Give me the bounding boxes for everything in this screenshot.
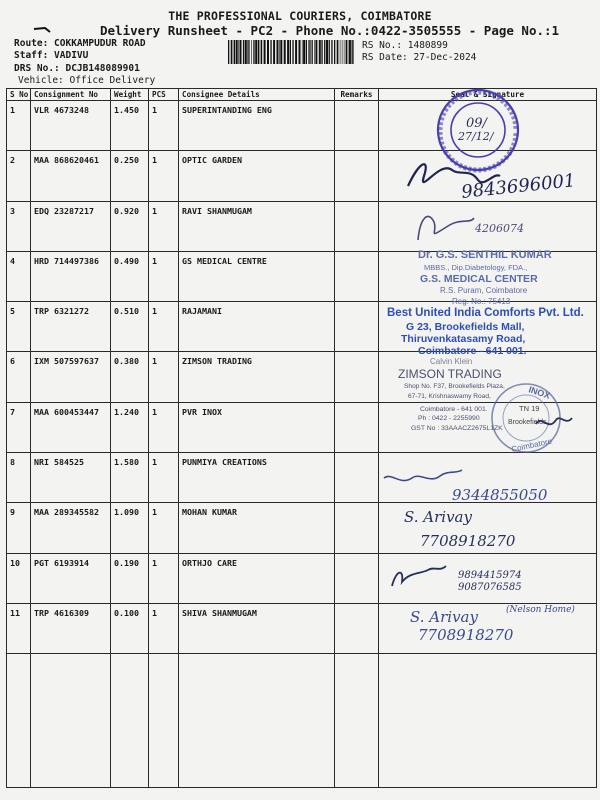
row-sno: 4	[7, 251, 31, 301]
gs-stamp-line4: R.S. Puram, Coimbatore	[440, 286, 528, 295]
inox-name: INOX	[527, 384, 552, 401]
empty-cell	[31, 654, 111, 788]
row-remarks	[335, 302, 379, 352]
row-consignment: VLR 4673248	[31, 101, 111, 151]
handwritten-phone-row8: 9344855050	[452, 486, 548, 504]
empty-cell	[379, 654, 597, 788]
barcode-bar	[341, 40, 342, 64]
row-consignee: ORTHJO CARE	[179, 553, 335, 603]
table-row	[7, 101, 597, 151]
barcode-bar	[314, 40, 315, 64]
row-seal-signature	[379, 553, 597, 603]
route-field: Route: COKKAMPUDUR ROAD	[14, 38, 146, 49]
handwritten-phone-row10-b: 9087076585	[458, 582, 522, 593]
barcode-bar	[295, 40, 297, 64]
col-seal-signature: Seal & Signature	[379, 89, 597, 101]
table-row	[7, 201, 597, 251]
barcode-bar	[284, 40, 286, 64]
barcode-bar	[292, 40, 293, 64]
barcode-bar	[303, 40, 305, 64]
row-remarks	[335, 101, 379, 151]
row-seal-signature	[379, 503, 597, 553]
barcode-bar	[315, 40, 317, 64]
row-remarks	[335, 503, 379, 553]
row-remarks	[335, 151, 379, 201]
row-consignee: SUPERINTANDING ENG	[179, 101, 335, 151]
row-remarks	[335, 402, 379, 452]
row-pcs: 1	[149, 352, 179, 402]
row-seal-signature	[379, 352, 597, 402]
row-remarks	[335, 352, 379, 402]
row-sno: 11	[7, 603, 31, 653]
handwritten-name-row11: S. Arivay	[410, 608, 478, 626]
barcode-bar	[290, 40, 291, 64]
empty-cell	[335, 654, 379, 788]
barcode-bar	[255, 40, 257, 64]
row-consignment: EDQ 23287217	[31, 201, 111, 251]
barcode-bar	[337, 40, 338, 64]
barcode-bar	[258, 40, 259, 64]
table-header-row	[7, 89, 597, 101]
gs-stamp-line5: Reg. No.: 75413	[452, 297, 511, 306]
barcode-bar	[346, 40, 347, 64]
table-row	[7, 603, 597, 653]
barcode-bar	[277, 40, 279, 64]
inox-city: Coimbatore	[510, 436, 553, 454]
rs-date: RS Date: 27-Dec-2024	[362, 52, 477, 63]
pen-mark	[33, 27, 51, 33]
barcode-bar	[331, 40, 332, 64]
handwritten-phone-row10-a: 9894415974	[458, 570, 522, 581]
handwritten-phone-row11: 7708918270	[418, 626, 514, 644]
empty-cell	[111, 654, 149, 788]
row-weight: 0.380	[111, 352, 149, 402]
row-seal-signature	[379, 453, 597, 503]
barcode-bar	[234, 40, 235, 64]
barcode-bar	[324, 40, 325, 64]
col-pcs: PCS	[149, 89, 179, 101]
zimson-line5: Ph : 0422 - 2255990	[418, 415, 480, 422]
row-consignment: MAA 289345582	[31, 503, 111, 553]
row-consignment: IXM 507597637	[31, 352, 111, 402]
barcode-bar	[329, 40, 330, 64]
barcode-bar	[321, 40, 322, 64]
row-weight: 0.490	[111, 251, 149, 301]
seal-date-bottom: 27/12/	[458, 130, 494, 143]
barcode-bar	[306, 40, 307, 64]
row-weight: 0.920	[111, 201, 149, 251]
handwritten-phone-row2: 9843696001	[460, 170, 577, 203]
best-united-line2: G 23, Brookefields Mall,	[406, 321, 525, 333]
barcode-bar	[308, 40, 309, 64]
row-pcs: 1	[149, 151, 179, 201]
gs-stamp-line2: MBBS., Dip.Diabetology, FDA.,	[424, 263, 528, 272]
barcode-bar	[260, 40, 261, 64]
table-row	[7, 553, 597, 603]
barcode-bar	[312, 40, 313, 64]
table-row	[7, 402, 597, 452]
row-seal-signature	[379, 151, 597, 201]
barcode	[228, 40, 356, 64]
row-consignee: PUNMIYA CREATIONS	[179, 453, 335, 503]
best-united-line3: Thiruvenkatasamy Road,	[401, 333, 526, 345]
row-remarks	[335, 201, 379, 251]
col-sno: S No	[7, 89, 31, 101]
drs-number: DRS No.: DCJB148089901	[14, 63, 140, 74]
row-weight: 1.580	[111, 453, 149, 503]
row-weight: 1.450	[111, 101, 149, 151]
row-pcs: 1	[149, 553, 179, 603]
zimson-line2: Shop No. F37, Brookefields Plaza,	[404, 383, 505, 390]
barcode-bar	[264, 40, 266, 64]
barcode-bar	[319, 40, 321, 64]
row-pcs: 1	[149, 603, 179, 653]
table-empty-space	[7, 654, 597, 788]
runsheet-title: Delivery Runsheet - PC2 - Phone No.:0422-3505555 - Page No.:1	[100, 23, 560, 38]
empty-cell	[7, 654, 31, 788]
barcode-bar	[243, 40, 244, 64]
row-consignee: SHIVA SHANMUGAM	[179, 603, 335, 653]
row-consignment: TRP 6321272	[31, 302, 111, 352]
row-weight: 1.090	[111, 503, 149, 553]
row-pcs: 1	[149, 251, 179, 301]
row-consignee: MOHAN KUMAR	[179, 503, 335, 553]
row-consignee: ZIMSON TRADING	[179, 352, 335, 402]
table-row	[7, 352, 597, 402]
row-seal-signature	[379, 201, 597, 251]
row-weight: 0.190	[111, 553, 149, 603]
row-sno: 10	[7, 553, 31, 603]
row-consignment: NRI 584525	[31, 453, 111, 503]
row-remarks	[335, 251, 379, 301]
zimson-line6: GST No : 33AAACZ2675L1ZK	[411, 425, 503, 432]
handwritten-note-row11: (Nelson Home)	[506, 605, 575, 615]
row-weight: 0.250	[111, 151, 149, 201]
row-consignment: HRD 714497386	[31, 251, 111, 301]
barcode-bar	[245, 40, 247, 64]
barcode-bar	[273, 40, 275, 64]
row-weight: 1.240	[111, 402, 149, 452]
row-sno: 5	[7, 302, 31, 352]
barcode-bar	[348, 40, 349, 64]
gs-stamp-line1: Dr. G.S. SENTHIL KUMAR	[418, 249, 552, 261]
table-row	[7, 251, 597, 301]
row-consignee: OPTIC GARDEN	[179, 151, 335, 201]
row-consignee: GS MEDICAL CENTRE	[179, 251, 335, 301]
row-pcs: 1	[149, 201, 179, 251]
barcode-bar	[334, 40, 335, 64]
row-seal-signature	[379, 603, 597, 653]
barcode-bar	[253, 40, 254, 64]
barcode-bar	[287, 40, 289, 64]
row-pcs: 1	[149, 453, 179, 503]
row-pcs: 1	[149, 503, 179, 553]
barcode-bar	[228, 40, 229, 64]
row-pcs: 1	[149, 302, 179, 352]
inox-location: Brookefields	[508, 419, 547, 426]
zimson-line0: Calvin Klein	[430, 357, 473, 366]
row-consignee: RAVI SHANMUGAM	[179, 201, 335, 251]
barcode-bar	[261, 40, 262, 64]
col-consignee: Consignee Details	[179, 89, 335, 101]
row-seal-signature	[379, 251, 597, 301]
barcode-bar	[249, 40, 250, 64]
row-sno: 8	[7, 453, 31, 503]
barcode-bar	[302, 40, 303, 64]
delivery-table	[6, 88, 597, 788]
barcode-bar	[267, 40, 269, 64]
barcode-bar	[326, 40, 328, 64]
rs-number: RS No.: 1480899	[362, 40, 448, 51]
row-consignment: PGT 6193914	[31, 553, 111, 603]
row-consignee: PVR INOX	[179, 402, 335, 452]
barcode-bar	[231, 40, 232, 64]
row-seal-signature	[379, 101, 597, 151]
row-remarks	[335, 553, 379, 603]
table-row	[7, 151, 597, 201]
inox-pin: TN 19	[519, 404, 540, 413]
col-remarks: Remarks	[335, 89, 379, 101]
seal-date-top: 09/	[466, 116, 487, 131]
barcode-bar	[233, 40, 234, 64]
barcode-bar	[345, 40, 346, 64]
gs-stamp-line3: G.S. MEDICAL CENTER	[420, 273, 538, 285]
staff-field: Staff: VADIVU	[14, 50, 89, 61]
row-remarks	[335, 453, 379, 503]
barcode-bar	[251, 40, 252, 64]
barcode-bar	[299, 40, 301, 64]
vehicle-field: Vehicle: Office Delivery	[18, 75, 156, 86]
row-sno: 3	[7, 201, 31, 251]
barcode-bar	[343, 40, 344, 64]
handwritten-note-row3: 4206074	[475, 222, 524, 235]
empty-cell	[149, 654, 179, 788]
col-consignment: Consignment No	[31, 89, 111, 101]
row-pcs: 1	[149, 101, 179, 151]
handwritten-name-row9: S. Arivay	[404, 508, 472, 526]
row-weight: 0.510	[111, 302, 149, 352]
table-row	[7, 453, 597, 503]
row-sno: 9	[7, 503, 31, 553]
row-consignment: MAA 600453447	[31, 402, 111, 452]
row-seal-signature	[379, 402, 597, 452]
barcode-bar	[240, 40, 242, 64]
row-weight: 0.100	[111, 603, 149, 653]
row-sno: 7	[7, 402, 31, 452]
barcode-bar	[310, 40, 311, 64]
table-row	[7, 302, 597, 352]
barcode-bar	[280, 40, 282, 64]
empty-cell	[179, 654, 335, 788]
row-consignment: TRP 4616309	[31, 603, 111, 653]
row-pcs: 1	[149, 402, 179, 452]
handwritten-phone-row9: 7708918270	[420, 532, 516, 550]
row-remarks	[335, 603, 379, 653]
barcode-bar	[247, 40, 248, 64]
barcode-bar	[236, 40, 238, 64]
barcode-bar	[353, 40, 354, 64]
best-united-line4: Coimbatore - 641 001.	[418, 345, 527, 357]
barcode-bar	[352, 40, 353, 64]
barcode-bar	[279, 40, 280, 64]
barcode-bar	[339, 40, 340, 64]
best-united-line1: Best United India Comforts Pvt. Ltd.	[387, 307, 584, 319]
zimson-line3: 67-71, Krishnaswamy Road,	[408, 393, 491, 400]
zimson-line1: ZIMSON TRADING	[398, 367, 502, 381]
barcode-bar	[238, 40, 239, 64]
company-name: THE PROFESSIONAL COURIERS, COIMBATORE	[168, 9, 432, 23]
barcode-bar	[349, 40, 351, 64]
row-consignment: MAA 868620461	[31, 151, 111, 201]
zimson-line4: Coimbatore - 641 001.	[420, 406, 488, 413]
row-consignee: RAJAMANI	[179, 302, 335, 352]
row-sno: 1	[7, 101, 31, 151]
barcode-bar	[270, 40, 271, 64]
row-seal-signature	[379, 302, 597, 352]
row-sno: 6	[7, 352, 31, 402]
table-row	[7, 503, 597, 553]
row-sno: 2	[7, 151, 31, 201]
col-weight: Weight	[111, 89, 149, 101]
